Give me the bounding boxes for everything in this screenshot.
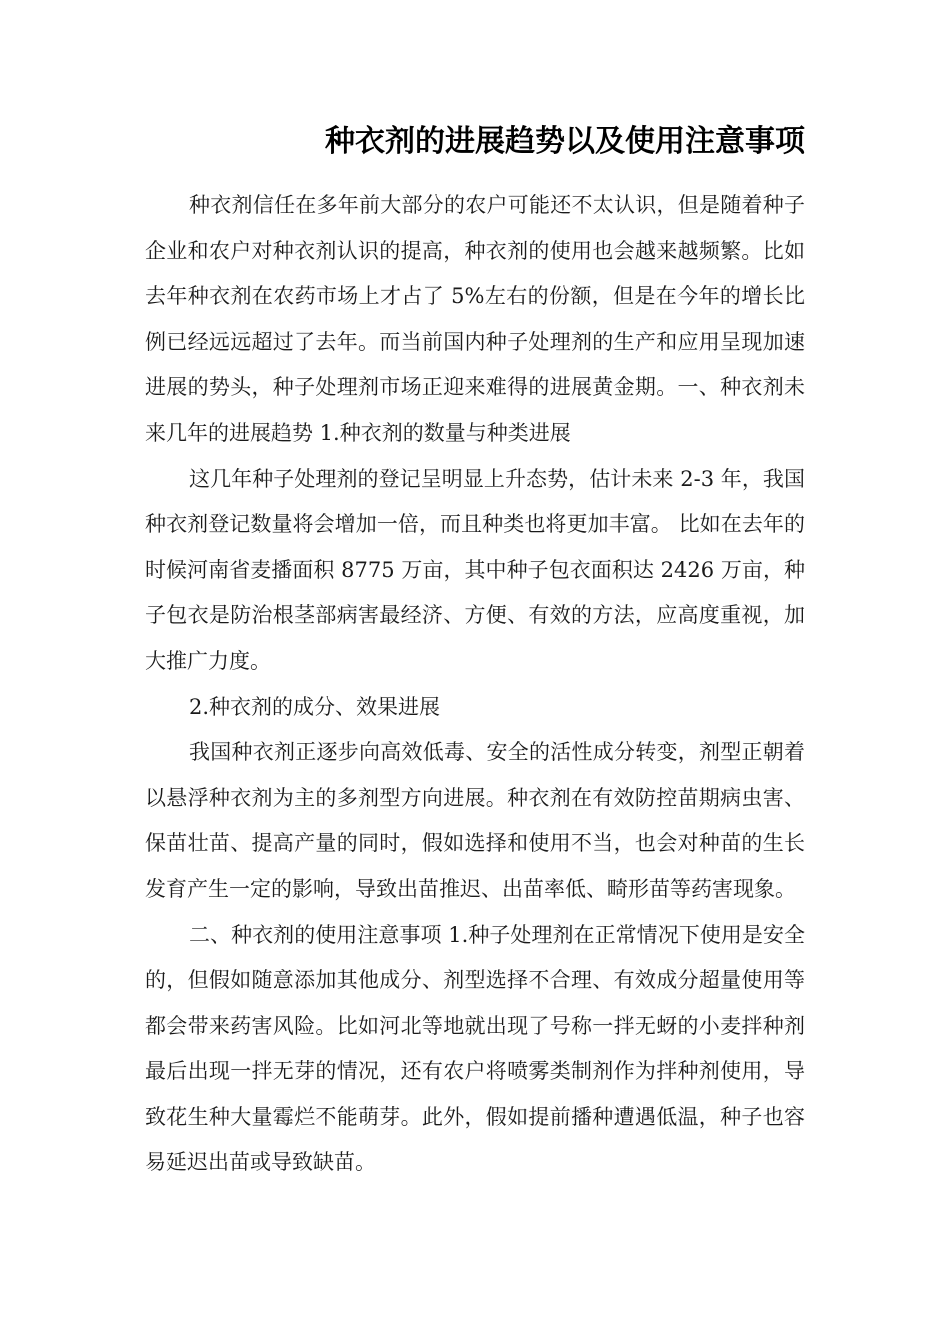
paragraph-ingredients: 我国种衣剂正逐步向高效低毒、安全的活性成分转变，剂型正朝着以悬浮种衣剂为主的多剂型方向进展。种衣剂在有效防控苗期病虫害、保苗壮苗、提高产量的同时，假如选择和使用不当，也会对种苗的生长发育产生一定的影响，导致出苗推迟、出苗率低、畸形苗等药害现象。 [145, 740, 805, 901]
paragraph-intro: 种衣剂信任在多年前大部分的农户可能还不太认识，但是随着种子企业和农户对种衣剂认识的提高，种衣剂的使用也会越来越频繁。比如去年种衣剂在农药市场上才占了 5%左右的份额，但是在今年的增长比例已经远远超过了去年。而当前国内种子处理剂的生产和应用呈现加速进展的势头，种子处理剂市场正迎来难得的进展黄金期。一、种衣剂未来几年的进展趋势 1.种衣剂的数量与种类进展 [145, 193, 805, 445]
document-title: 种衣剂的进展趋势以及使用注意事项 [325, 124, 805, 159]
document-body [145, 183, 805, 1186]
paragraph-section-heading-2: 2.种衣剂的成分、效果进展 [189, 694, 441, 719]
paragraph-registration-trend: 这几年种子处理剂的登记呈明显上升态势，估计未来 2-3 年，我国种衣剂登记数量将会增加一倍，而且种类也将更加丰富。 比如在去年的时候河南省麦播面积 8775 万亩，其中种子包衣面积达 2426 万亩，种子包衣是防治根茎部病害最经济、方便、有效的方法，应高度重视，加大推广力度。 [145, 466, 805, 673]
paragraph-usage-notes: 二、种衣剂的使用注意事项 1.种子处理剂在正常情况下使用是安全的，但假如随意添加其他成分、剂型选择不合理、有效成分超量使用等都会带来药害风险。比如河北等地就出现了号称一拌无蚜的小麦拌种剂最后出现一拌无芽的情况，还有农户将喷雾类制剂作为拌种剂使用，导致花生种大量霉烂不能萌芽。此外，假如提前播种遭遇低温，种子也容易延迟出苗或导致缺苗。 [145, 922, 805, 1175]
